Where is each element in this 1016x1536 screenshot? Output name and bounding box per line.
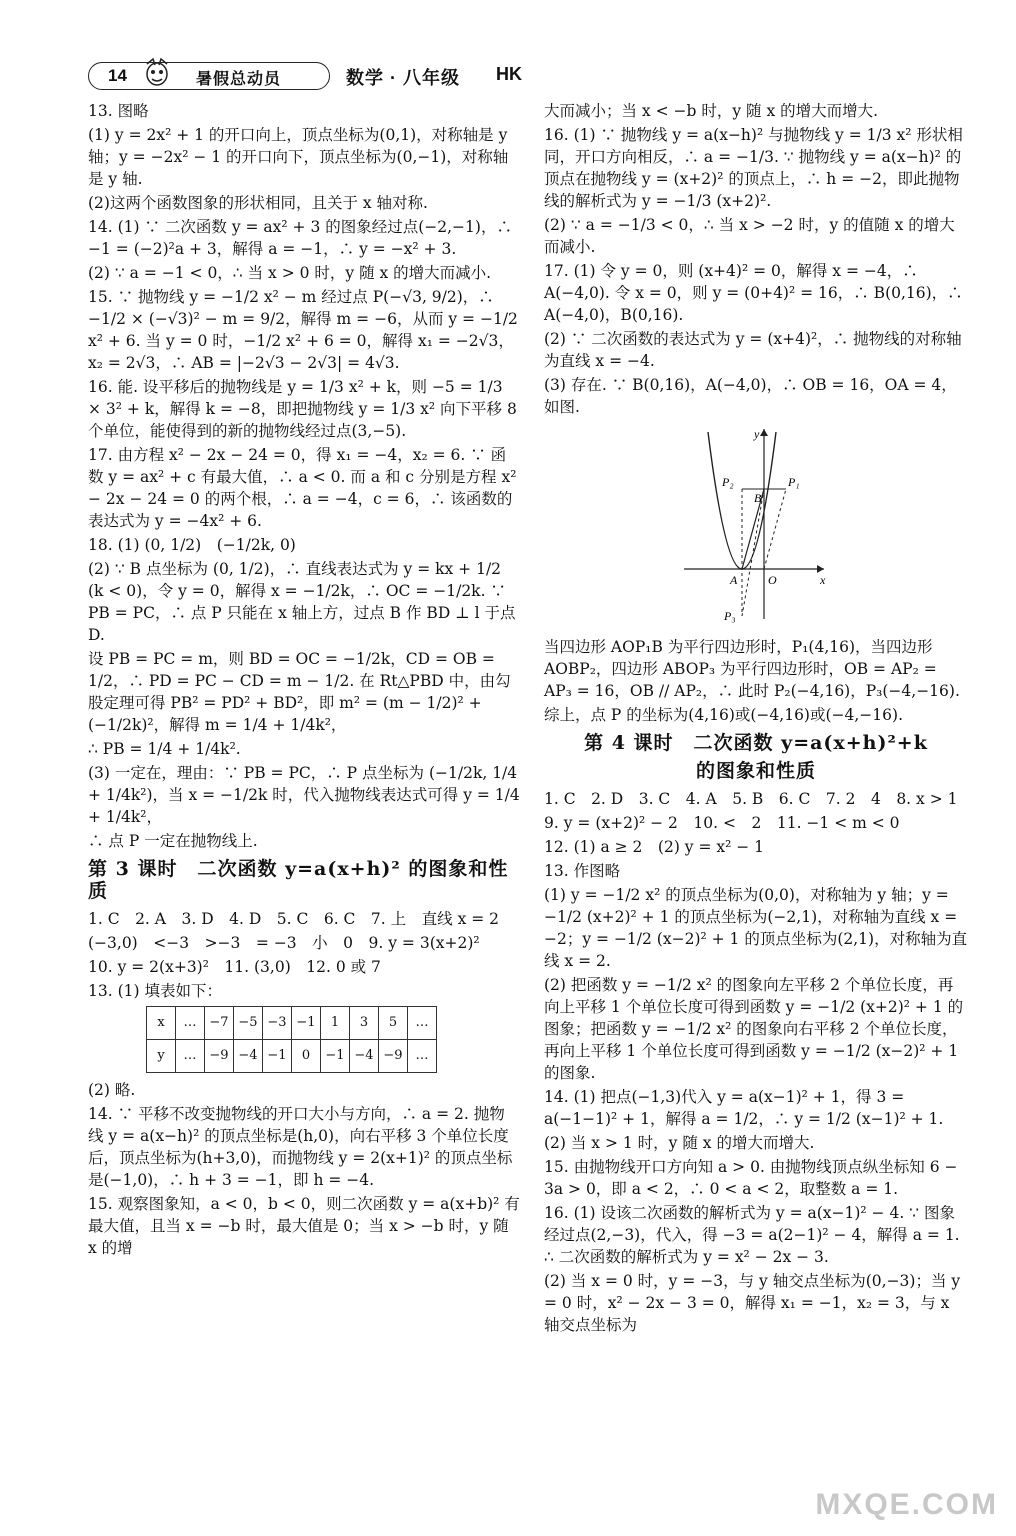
page-header (88, 60, 528, 90)
section-4-title: 第 4 课时 二次函数 y=a(x+h)²+k (584, 732, 928, 754)
answer-line: 12. (1) a ≥ 2 (2) y = x² − 1 (544, 838, 765, 856)
answer-line: (3) 一定在，理由：∵ PB = PC，∴ P 点坐标为 (−1/2k, 1/4 + 1/4k²)，当 x = −1/2k 时，代入抛物线表达式可得 y = 1/4 + 1/4k²， (88, 764, 520, 826)
answer-line: 13. 图略 (88, 102, 149, 120)
answer-line: 大而减小；当 x < −b 时，y 随 x 的增大而增大. (544, 102, 879, 120)
label-o: O (768, 573, 777, 587)
answer-line: 14. ∵ 平移不改变抛物线的开口大小与方向，∴ a = 2. 抛物线 y = a(x−h)² 的顶点坐标是(h,0)，向右平移 3 个单位长度后，顶点坐标为(h+3,0)，而抛物线 y = 2(x+1)² 的顶点坐标是(−1,0)，∴ h + 3 = −1，即 h = −4. (88, 1105, 513, 1189)
answer-line: 设 PB = PC = m，则 BD = OC = −1/2k，CD = OB = 1/2，∴ PD = PC − CD = m − 1/2. 在 Rt△PBD 中，由勾股定理可得 PB² = PD² + BD²，即 m² = (m − 1/2)² + (−1/2k)²，解得 m = 1/4 + 1/4k²， (88, 650, 511, 734)
answer-line: ∴ PB = 1/4 + 1/4k². (88, 740, 241, 758)
table-cell: −4 (234, 1040, 263, 1073)
answer-line: 15. 观察图象知，a < 0，b < 0，则二次函数 y = a(x+b)² 有最大值，且当 x = −b 时，最大值是 0；当 x > −b 时，y 随 x 的增 (88, 1195, 520, 1257)
answer-line: 当四边形 AOP₁B 为平行四边形时，P₁(4,16)，当四边形 AOBP₂，四边形 ABOP₃ 为平行四边形时，OB = AP₂ = AP₃ = 16，OB // AP₂，∴ 此时 P₂(−4,16)，P₃(−4,−16). (544, 638, 960, 700)
y-axis-arrow-icon (760, 429, 768, 436)
table-cell: 0 (292, 1040, 321, 1073)
segment-b-p3 (742, 489, 764, 616)
answer-line: 1. C 2. D 3. C 4. A 5. B 6. C 7. 2 4 8. x > 1 (544, 790, 958, 808)
answer-line: 9. y = (x+2)² − 2 10. < 2 11. −1 < m < 0 (544, 814, 900, 832)
table-cell: −4 (350, 1040, 379, 1073)
table-cell: x (147, 1007, 176, 1040)
table-cell: −1 (263, 1040, 292, 1073)
watermark: MXQE.COM (815, 1488, 998, 1521)
answer-line: (1) y = 2x² + 1 的开口向上，顶点坐标为(0,1)，对称轴是 y 轴；y = −2x² − 1 的开口向下，顶点坐标为(0,−1)，对称轴是 y 轴. (88, 126, 509, 188)
answer-line: (2) 把函数 y = −1/2 x² 的图象向左平移 2 个单位长度，再向上平移 1 个单位长度可得到函数 y = −1/2 (x+2)² + 1 的图象；把函数 y = −1/2 x² 的图象向右平移 2 个单位长度，再向上平移 1 个单位长度可得到函数 y = −1/2 (x−2)² + 1 的图象. (544, 976, 964, 1082)
mascot-icon (142, 56, 172, 88)
left-column (88, 100, 520, 1261)
table-cell: −7 (205, 1007, 234, 1040)
answer-line: 1. C 2. A 3. D 4. D 5. C 6. C 7. 上 直线 x = 2 (88, 910, 500, 928)
answer-line: 综上，点 P 的坐标为(4,16)或(−4,16)或(−4,−16). (544, 706, 903, 724)
label-p2: P₂ (722, 475, 734, 489)
table-cell: −1 (321, 1040, 350, 1073)
answer-line: 16. (1) 设该二次函数的解析式为 y = a(x−1)² − 4. ∵ 图象经过点(2,−3)，代入，得 −3 = a(2−1)² − 4，解得 a = 1. ∴ 二次函数的解析式为 y = x² − 2x − 3. (544, 1204, 960, 1266)
answer-line: (−3,0) <−3 >−3 = −3 小 0 9. y = 3(x+2)² (88, 934, 480, 952)
answer-line: 15. ∵ 抛物线 y = −1/2 x² − m 经过点 P(−√3, 9/2)，∴ −1/2 × (−√3)² − m = 9/2，解得 m = −6，从而 y = −1/2 x² + 6. 当 y = 0 时，−1/2 x² + 6 = 0，解得 x₁ = −2√3，x₂ = 2√3，∴ AB = |−2√3 − 2√3| = 4√3. (88, 288, 518, 372)
answer-line: 10. y = 2(x+3)² 11. (3,0) 12. 0 或 7 (88, 958, 381, 976)
table-cell: −1 (292, 1007, 321, 1040)
series-title: 暑假总动员 (196, 71, 282, 88)
x-axis-arrow-icon (817, 565, 824, 573)
answer-line: (2) ∵ 二次函数的表达式为 y = (x+4)²，∴ 抛物线的对称轴为直线 x = −4. (544, 330, 962, 370)
answer-line: (1) y = −1/2 x² 的顶点坐标为(0,0)，对称轴为 y 轴；y = −1/2 (x+2)² + 1 的顶点坐标为(−2,1)，对称轴为直线 x = −2；y = −1/2 (x−2)² + 1 的顶点坐标为(2,1)，对称轴为直线 x = 2. (544, 886, 968, 970)
answer-line: (2) 略. (88, 1081, 136, 1099)
answer-line: (2) ∵ a = −1/3 < 0，∴ 当 x > −2 时，y 的值随 x 的增大而减小. (544, 216, 955, 256)
answer-line: (2) 当 x > 1 时，y 随 x 的增大而增大. (544, 1134, 815, 1152)
parabola-figure (674, 424, 834, 624)
value-table (146, 1006, 437, 1073)
answer-line: ∴ 点 P 一定在抛物线上. (88, 832, 258, 850)
answer-line: 16. 能. 设平移后的抛物线是 y = 1/3 x² + k，则 −5 = 1/3 × 3² + k，解得 k = −8，即把抛物线 y = 1/3 x² 向下平移 8 个单位，能使得到的新的抛物线经过点(3,−5). (88, 378, 517, 440)
label-b: B (754, 491, 762, 505)
answer-line: (3) 存在. ∵ B(0,16)，A(−4,0)，∴ OB = 16，OA = 4，如图. (544, 376, 957, 416)
table-cell: … (176, 1040, 205, 1073)
table-cell: … (408, 1007, 437, 1040)
subject-title: 数学 · 八年级 (346, 68, 460, 88)
answer-line: (2) ∵ B 点坐标为 (0, 1/2)，∴ 直线表达式为 y = kx + 1/2 (k < 0)，令 y = 0，解得 x = −1/2k，∴ OC = −1/2k. ∵ PB = PC，∴ 点 P 只能在 x 轴上方，过点 B 作 BD ⊥ l 于点 D. (88, 560, 516, 644)
label-a: A (730, 573, 738, 587)
table-cell: −3 (263, 1007, 292, 1040)
table-cell: … (408, 1040, 437, 1073)
segment-o-p1 (764, 489, 786, 569)
table-cell: 5 (379, 1007, 408, 1040)
answer-line: 17. 由方程 x² − 2x − 24 = 0，得 x₁ = −4，x₂ = 6. ∵ 函数 y = ax² + c 有最大值，∴ a < 0. 而 a 和 c 分别是方程 x² − 2x − 24 = 0 的两个根，∴ a = −4，c = 6，∴ 该函数的表达式为 y = −4x² + 6. (88, 446, 517, 530)
answer-line: 17. (1) 令 y = 0，则 (x+4)² = 0，解得 x = −4，∴ A(−4,0). 令 x = 0，则 y = (0+4)² = 16，∴ B(0,16)，∴ A(−4,0)，B(0,16). (544, 262, 963, 324)
section-3-title: 第 3 课时 二次函数 y=a(x+h)² 的图象和性质 (88, 858, 509, 902)
table-cell: y (147, 1040, 176, 1073)
answer-line: 16. (1) ∵ 抛物线 y = a(x−h)² 与抛物线 y = 1/3 x² 形状相同，开口方向相反，∴ a = −1/3. ∵ 抛物线 y = a(x−h)² 的顶点在抛物线 y = (x+2)² 的顶点上，∴ h = −2，即此抛物线的解析式为 y = −1/3 (x+2)². (544, 126, 963, 210)
answer-line: 13. 作图略 (544, 862, 621, 880)
label-p1: P₁ (788, 475, 800, 489)
table-cell: 1 (321, 1007, 350, 1040)
label-x: x (820, 573, 826, 587)
table-cell: 3 (350, 1007, 379, 1040)
right-column (544, 100, 968, 1338)
answer-line: (2) ∵ a = −1 < 0，∴ 当 x > 0 时，y 随 x 的增大而减小. (88, 264, 492, 282)
answer-line: 18. (1) (0, 1/2) (−1/2k, 0) (88, 536, 296, 554)
section-4-title-line-2: 的图象和性质 (695, 760, 816, 782)
table-cell: −9 (205, 1040, 234, 1073)
table-cell: −9 (379, 1040, 408, 1073)
table-cell: −5 (234, 1007, 263, 1040)
table-row-x (147, 1007, 437, 1040)
answer-line: 15. 由抛物线开口方向知 a > 0. 由抛物线顶点纵坐标知 6 − 3a > 0，即 a < 2，∴ 0 < a < 2，取整数 a = 1. (544, 1158, 958, 1198)
table-cell: … (176, 1007, 205, 1040)
answer-line: 13. (1) 填表如下： (88, 982, 222, 1000)
label-y: y (754, 427, 760, 441)
answer-line: 14. (1) ∵ 二次函数 y = ax² + 3 的图象经过点(−2,−1)，∴ −1 = (−2)²a + 3，解得 a = −1，∴ y = −x² + 3. (88, 218, 512, 258)
page-number: 14 (108, 66, 127, 85)
answer-line: (2) 当 x = 0 时，y = −3，与 y 轴交点坐标为(0,−3)；当 y = 0 时，x² − 2x − 3 = 0，解得 x₁ = −1，x₂ = 3，与 x 轴交点坐标为 (544, 1272, 961, 1334)
answer-line: (2)这两个函数图象的形状相同，且关于 x 轴对称. (88, 194, 428, 212)
parabola-curve (708, 432, 776, 569)
table-row-y (147, 1040, 437, 1073)
label-p3: P₃ (724, 609, 736, 623)
answer-line: 14. (1) 把点(−1,3)代入 y = a(x−1)² + 1，得 3 = a(−1−1)² + 1，解得 a = 1/2，∴ y = 1/2 (x−1)² + 1. (544, 1088, 944, 1128)
edition-code: HK (496, 64, 522, 84)
